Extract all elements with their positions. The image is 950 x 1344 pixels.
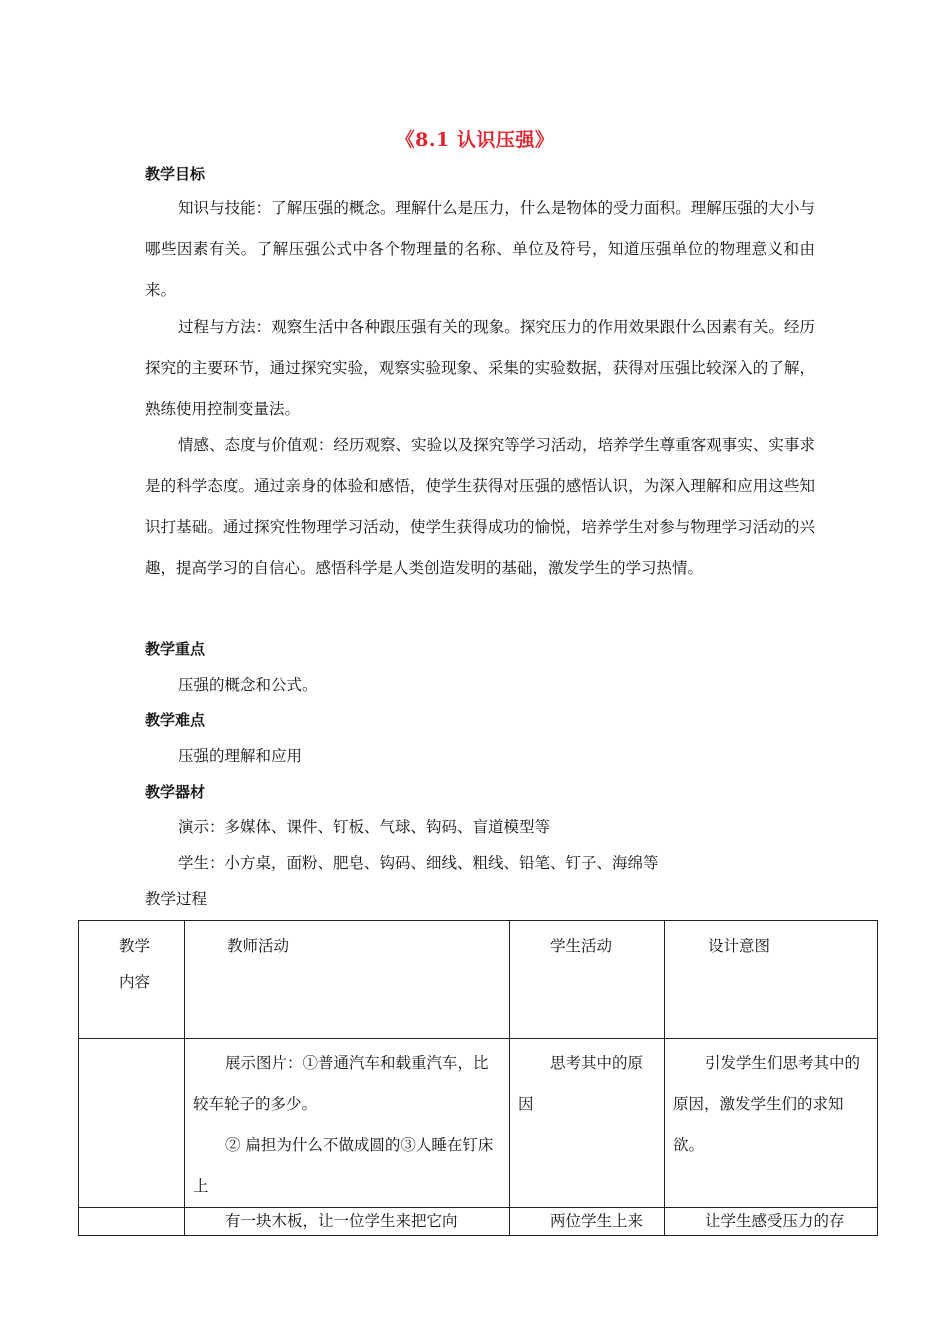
row2-student — [510, 1208, 665, 1236]
row2-teacher — [185, 1208, 510, 1236]
objective-knowledge: 知识与技能：了解压强的概念。理解什么是压力，什么是物体的受力面积。理解压强的大小与哪些因素有关。了解压强公式中各个物理量的名称、单位及符号，知道压强单位的物理意义和由来。 — [145, 199, 815, 299]
objectives-heading: 教学目标 — [145, 165, 206, 183]
row1-teacher-p1: 展示图片：①普通汽车和载重汽车，比较车轮子的多少。 — [193, 1054, 489, 1113]
equipment-heading: 教学器材 — [145, 783, 206, 801]
process-table — [78, 920, 878, 1236]
difficulty-text: 压强的理解和应用 — [178, 747, 303, 765]
header-student: 学生活动 — [510, 921, 665, 1039]
row1-teacher-p2: ② 扁担为什么不做成圆的③人睡在钉床上 — [193, 1136, 494, 1195]
row2-teacher-p1: 有一块木板，让一位学生来把它向 — [225, 1212, 458, 1230]
row1-teacher — [185, 1039, 510, 1208]
header-content — [79, 921, 185, 1039]
table-row — [79, 1039, 878, 1208]
header-content-line1: 教学 — [119, 937, 151, 955]
key-point-text: 压强的概念和公式。 — [178, 676, 318, 694]
row2-student-text: 两位学生上来 — [550, 1212, 644, 1230]
header-content-line2: 内容 — [119, 973, 151, 991]
difficulty-heading: 教学难点 — [145, 711, 206, 729]
process-label: 教学过程 — [145, 890, 208, 908]
objective-process: 过程与方法：观察生活中各种跟压强有关的现象。探究压力的作用效果跟什么因素有关。经历探究的主要环节，通过探究实验，观察实验现象、采集的实验数据，获得对压强比较深入的了解，熟练使用控制变量法。 — [145, 318, 815, 418]
header-teacher: 教师活动 — [185, 921, 510, 1039]
row2-content — [79, 1208, 185, 1236]
document-title: 《8.1 认识压强》 — [395, 129, 555, 151]
equipment-student: 学生：小方桌，面粉、肥皂、钩码、细线、粗线、铅笔、钉子、海绵等 — [178, 854, 659, 872]
row1-design-text: 引发学生们思考其中的原因，激发学生们的求知欲。 — [673, 1054, 861, 1154]
header-design: 设计意图 — [665, 921, 878, 1039]
equipment-demo: 演示：多媒体、课件、钉板、气球、钩码、盲道模型等 — [178, 818, 551, 836]
row1-design — [665, 1039, 878, 1208]
key-point-heading: 教学重点 — [145, 640, 206, 658]
row1-student-text: 思考其中的原因 — [518, 1054, 644, 1113]
objective-attitude: 情感、态度与价值观：经历观察、实验以及探究等学习活动，培养学生尊重客观事实、实事求是的科学态度。通过亲身的体验和感悟，使学生获得对压强的感悟认识，为深入理解和应用这些知识打基础。通过探究性物理学习活动，使学生获得成功的愉悦，培养学生对参与物理学习活动的兴趣，提高学习的自信心。感悟科学是人类创造发明的基础，激发学生的学习热情。 — [145, 436, 815, 577]
row2-design-text: 让学生感受压力的存 — [705, 1212, 845, 1230]
table-header-row — [79, 921, 878, 1039]
row2-design — [665, 1208, 878, 1236]
row1-student — [510, 1039, 665, 1208]
row1-content — [79, 1039, 185, 1208]
table-row — [79, 1208, 878, 1236]
